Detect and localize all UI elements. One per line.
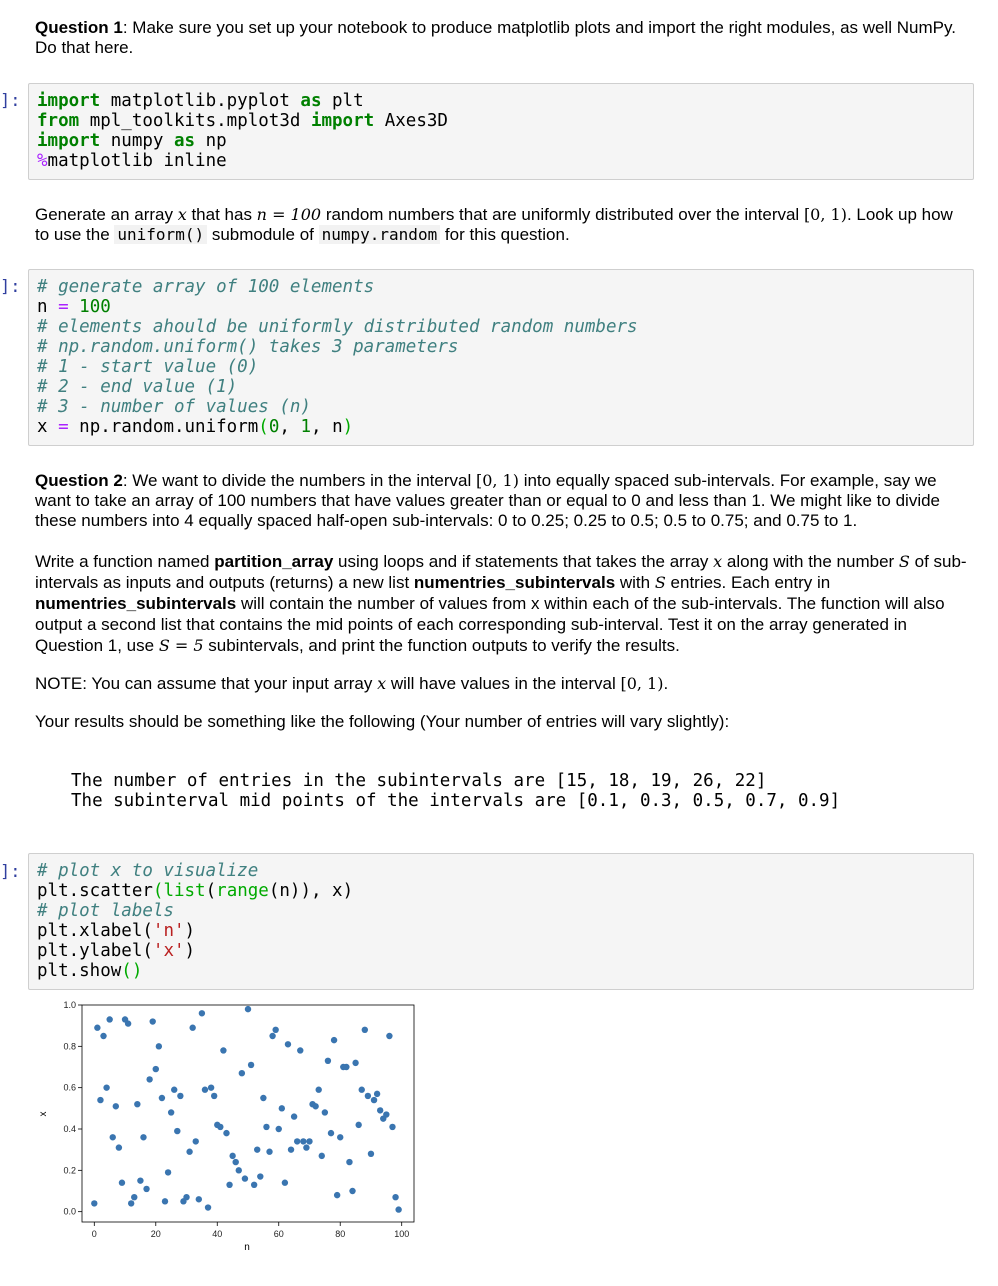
scatter-point <box>131 1194 137 1200</box>
scatter-point <box>183 1194 189 1200</box>
scatter-point <box>306 1138 312 1144</box>
question-2-label: Question 2 <box>35 471 123 490</box>
cell-prompt: ]: <box>0 91 21 111</box>
scatter-point <box>233 1159 239 1165</box>
scatter-point <box>110 1134 116 1140</box>
question-1-body: : Make sure you set up your notebook to produce matplotlib plots and import the right modules, as well NumPy. Do that here. <box>35 18 956 57</box>
example-output: The number of entries in the subintervals are [15, 18, 19, 26, 22] The subinterval mid points of the intervals are [0.1, 0.3, 0.5, 0.7, 0.9] <box>71 771 841 811</box>
scatter-point <box>334 1192 340 1198</box>
scatter-point <box>343 1064 349 1070</box>
code-editor[interactable]: import matplotlib.pyplot as plt from mpl_toolkits.mplot3d import Axes3D import numpy as np %matplotlib inline <box>37 91 448 171</box>
plot-area <box>82 1005 414 1222</box>
scatter-point <box>368 1151 374 1157</box>
scatter-point <box>349 1188 355 1194</box>
scatter-point <box>395 1206 401 1212</box>
scatter-point <box>168 1109 174 1115</box>
x-tick-label: 20 <box>150 1229 161 1239</box>
scatter-point <box>220 1047 226 1053</box>
scatter-point <box>331 1037 337 1043</box>
scatter-point <box>303 1144 309 1150</box>
scatter-point <box>294 1138 300 1144</box>
scatter-point <box>266 1149 272 1155</box>
cell-prompt: ]: <box>0 277 21 297</box>
scatter-point <box>128 1200 134 1206</box>
scatter-point <box>242 1175 248 1181</box>
scatter-point <box>291 1113 297 1119</box>
scatter-point <box>113 1103 119 1109</box>
scatter-point <box>153 1066 159 1072</box>
scatter-point <box>325 1058 331 1064</box>
scatter-point <box>359 1087 365 1093</box>
question-2-text: Question 2: We want to divide the numbers in the interval [0, 1) into equally spaced sub-intervals. For example, say we want to take an array of 100 numbers that have values greater than or equal to 0 and less than 1. We might like to divide these numbers into 4 equally spaced half-open sub-intervals: 0 to 0.25; 0.25 to 0.5; 0.5 to 0.75; and 0.75 to 1. Write a function named partition_array using loops and if statements that takes the array x along with the number S of sub-intervals as inputs and outputs (returns) a new list numentries_subintervals with S entries. Each entry in numentries_subintervals will contain the number of values from x within each of the sub-intervals. The function will also output a second list that contains the mid points of each corresponding sub-interval. Test it on the array generated in Question 1, use S = 5 subintervals, and print the function outputs to verify the results. NOTE: You can assume that your input array x will have values in the interval [0, 1). Your results should be something like the following (Your number of entries will vary slightly): <box>35 471 967 731</box>
code-cell-generate[interactable] <box>28 269 974 446</box>
scatter-point <box>208 1084 214 1090</box>
scatter-point <box>205 1204 211 1210</box>
scatter-point <box>119 1180 125 1186</box>
scatter-point <box>116 1144 122 1150</box>
scatter-point <box>251 1182 257 1188</box>
scatter-plot <box>30 998 430 1260</box>
scatter-point <box>263 1124 269 1130</box>
scatter-point <box>365 1093 371 1099</box>
scatter-point <box>91 1200 97 1206</box>
x-tick-label: 100 <box>394 1229 410 1239</box>
scatter-point <box>346 1159 352 1165</box>
scatter-point <box>156 1043 162 1049</box>
code-editor[interactable]: # generate array of 100 elements n = 100 # elements ahould be uniformly distributed random numbers # np.random.uniform() takes 3 parameters # 1 - start value (0) # 2 - end value (1) # 3 - number of values (n) x = np.random.uniform(0, 1, n) <box>37 277 638 437</box>
scatter-point <box>392 1194 398 1200</box>
scatter-point <box>276 1126 282 1132</box>
x-tick-label: 80 <box>335 1229 346 1239</box>
scatter-point <box>174 1128 180 1134</box>
scatter-point <box>137 1177 143 1183</box>
scatter-point <box>254 1146 260 1152</box>
scatter-point <box>223 1130 229 1136</box>
scatter-point <box>239 1070 245 1076</box>
scatter-point <box>386 1033 392 1039</box>
scatter-point <box>177 1093 183 1099</box>
y-tick-label: 1.0 <box>63 1000 76 1010</box>
y-tick-label: 0.8 <box>63 1041 76 1052</box>
code-numpy-random: numpy.random <box>319 225 441 244</box>
scatter-point <box>316 1087 322 1093</box>
scatter-point <box>171 1087 177 1093</box>
scatter-point <box>165 1169 171 1175</box>
scatter-point <box>383 1111 389 1117</box>
scatter-point <box>140 1134 146 1140</box>
scatter-point <box>288 1146 294 1152</box>
scatter-point <box>103 1084 109 1090</box>
scatter-point <box>226 1182 232 1188</box>
scatter-point <box>355 1122 361 1128</box>
scatter-point <box>193 1138 199 1144</box>
scatter-point <box>312 1103 318 1109</box>
scatter-point <box>196 1196 202 1202</box>
question-1-text <box>35 18 970 58</box>
scatter-point <box>337 1134 343 1140</box>
scatter-point <box>146 1076 152 1082</box>
y-tick-label: 0.4 <box>63 1124 76 1134</box>
scatter-point <box>285 1041 291 1047</box>
scatter-point <box>245 1006 251 1012</box>
cell-prompt: ]: <box>0 862 21 882</box>
scatter-point <box>248 1062 254 1068</box>
scatter-point <box>229 1153 235 1159</box>
scatter-point <box>211 1093 217 1099</box>
y-tick-label: 0.2 <box>63 1165 76 1176</box>
scatter-point <box>159 1095 165 1101</box>
x-axis-label: n <box>244 1242 250 1253</box>
x-tick-label: 40 <box>212 1229 223 1239</box>
scatter-point <box>300 1138 306 1144</box>
scatter-point <box>150 1018 156 1024</box>
scatter-point <box>352 1060 358 1066</box>
y-tick-label: 0.0 <box>63 1206 76 1217</box>
x-tick-label: 0 <box>91 1229 97 1239</box>
scatter-point <box>186 1149 192 1155</box>
code-cell-imports[interactable] <box>28 83 974 180</box>
generate-array-text: Generate an array x that has n = 100 random numbers that are uniformly distributed over the interval [0, 1). Look up how to use the uniform() submodule of numpy.random for this question. <box>35 205 953 244</box>
scatter-point <box>236 1167 242 1173</box>
scatter-point <box>322 1109 328 1115</box>
code-uniform: uniform() <box>114 225 207 244</box>
scatter-point <box>362 1027 368 1033</box>
scatter-point <box>260 1095 266 1101</box>
scatter-point <box>143 1186 149 1192</box>
question-1-label: Question 1 <box>35 18 123 37</box>
x-tick-label: 60 <box>273 1229 284 1239</box>
scatter-point <box>297 1047 303 1053</box>
scatter-point <box>269 1033 275 1039</box>
scatter-point <box>371 1097 377 1103</box>
scatter-point <box>319 1153 325 1159</box>
scatter-point <box>377 1107 383 1113</box>
scatter-point <box>272 1027 278 1033</box>
scatter-point <box>189 1025 195 1031</box>
scatter-point <box>106 1016 112 1022</box>
scatter-point <box>279 1105 285 1111</box>
scatter-point <box>328 1130 334 1136</box>
scatter-point <box>97 1097 103 1103</box>
code-cell-plot[interactable] <box>28 853 974 990</box>
scatter-point <box>217 1124 223 1130</box>
scatter-point <box>257 1173 263 1179</box>
y-axis-label: x <box>38 1111 49 1117</box>
scatter-point <box>374 1091 380 1097</box>
scatter-point <box>162 1198 168 1204</box>
scatter-point <box>125 1020 131 1026</box>
scatter-point <box>100 1033 106 1039</box>
scatter-point <box>202 1087 208 1093</box>
scatter-point <box>134 1101 140 1107</box>
code-editor[interactable]: # plot x to visualize plt.scatter(list(range(n)), x) # plot labels plt.xlabel('n') plt.ylabel('x') plt.show() <box>37 861 354 981</box>
y-tick-label: 0.6 <box>63 1082 76 1093</box>
scatter-point <box>199 1010 205 1016</box>
scatter-point <box>389 1124 395 1130</box>
scatter-point <box>282 1180 288 1186</box>
scatter-point <box>94 1025 100 1031</box>
